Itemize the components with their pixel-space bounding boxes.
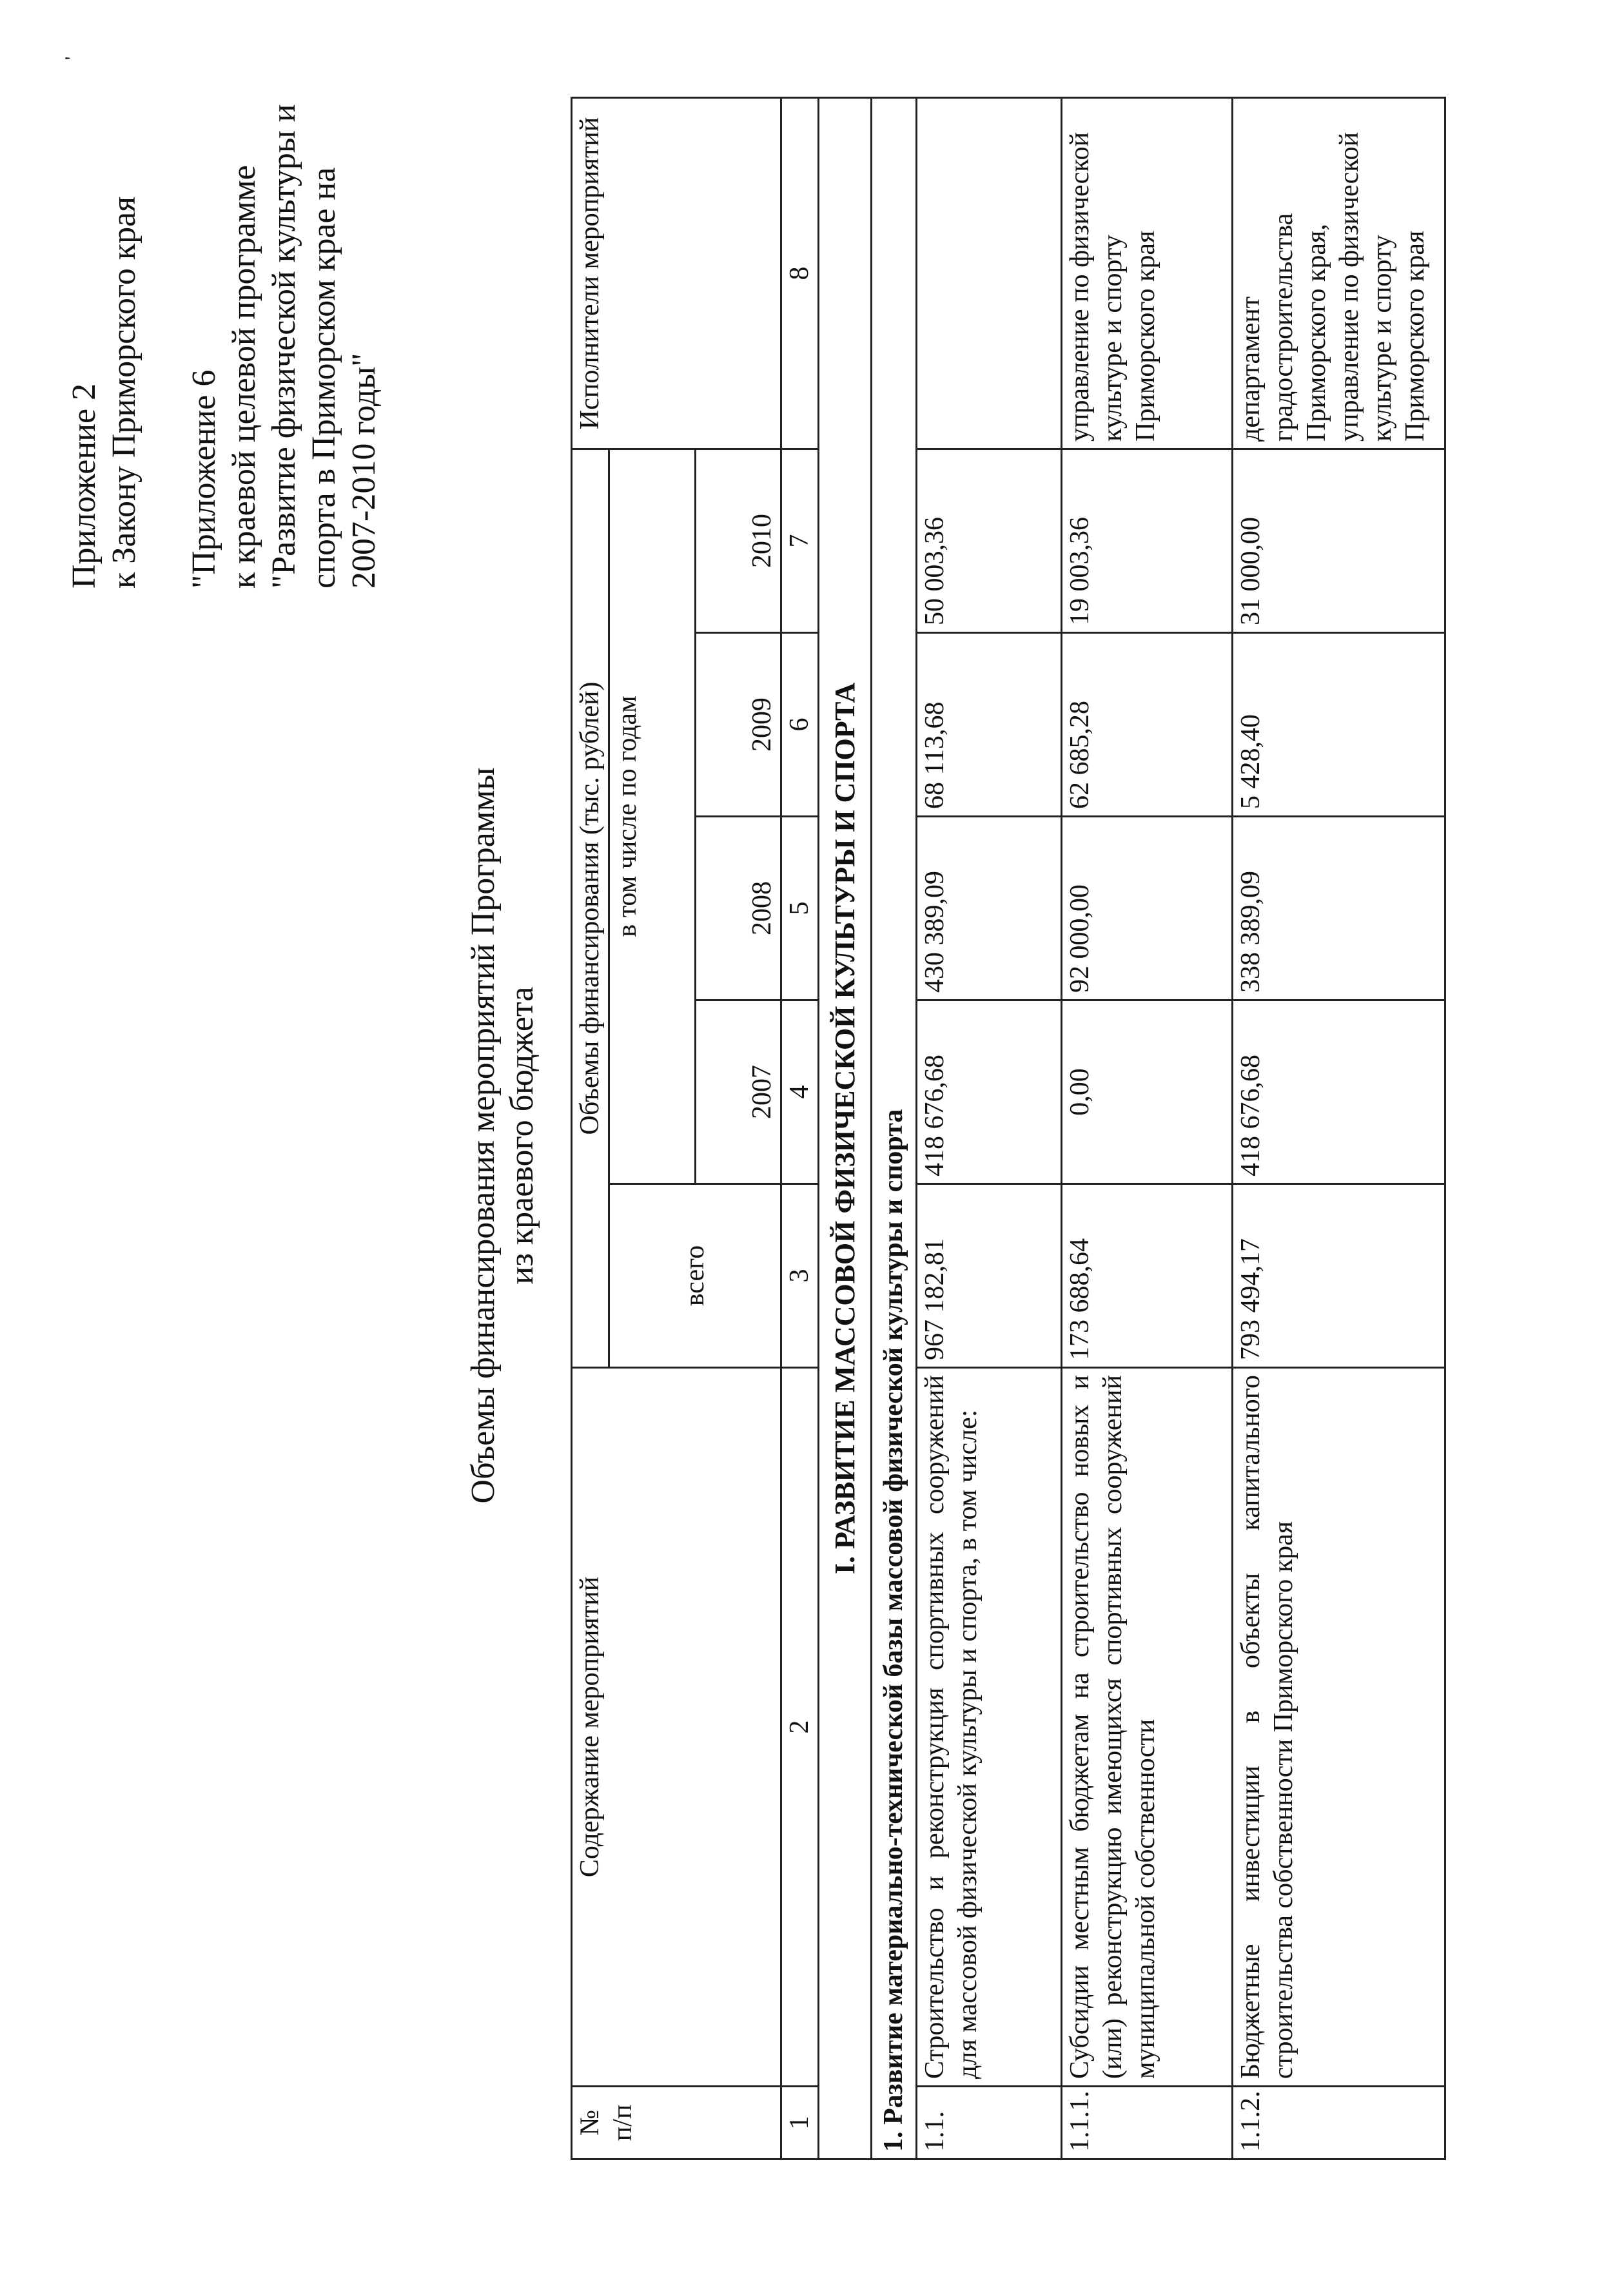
appendix-block [64, 60, 384, 589]
table-row [917, 97, 1062, 2159]
row-total: 173 688,64 [1062, 1184, 1233, 1368]
row-content: Бюджетные инвестиции в объекты капитального строительства собственности Приморского края [1233, 1368, 1445, 2087]
row-2010: 31 000,00 [1233, 449, 1445, 632]
row-total: 967 182,81 [917, 1184, 1062, 1368]
row-content: Строительство и реконструкция спортивных сооружений для массовой физической культуры и спорта, в том числе: [917, 1368, 1062, 2087]
row-2007: 418 676,68 [917, 1000, 1062, 1184]
appendix-law-line-1: Приложение 2 [66, 383, 103, 589]
row-2010: 19 003,36 [1062, 449, 1233, 632]
table-row [1233, 97, 1445, 2159]
header-year-2010: 2010 [695, 449, 781, 632]
header-by-years: в том числе по годам [609, 449, 696, 1184]
header-num: № п/п [572, 2087, 781, 2159]
col-number-7: 7 [781, 449, 819, 632]
appendix-program-line-5: 2007-2010 годы" [346, 353, 382, 589]
row-2008: 338 389,09 [1233, 817, 1445, 1000]
row-executor: департамент градостроительства Приморского края, управление по физической культуре и спорту Приморского края [1233, 97, 1445, 449]
header-year-2009: 2009 [695, 633, 781, 817]
row-content: Субсидии местным бюджетам на строительство новых и (или) реконструкцию имеющихся спортивных сооружений муниципальной собственности [1062, 1368, 1233, 2087]
title-line-2: из краевого бюджета [504, 986, 540, 1285]
header-content: Содержание мероприятий [572, 1368, 781, 2087]
header-total: всего [609, 1184, 781, 1368]
col-number-2: 2 [781, 1368, 819, 2087]
section-title: I. РАЗВИТИЕ МАССОВОЙ ФИЗИЧЕСКОЙ КУЛЬТУРЫ И СПОРТА [819, 97, 872, 2159]
col-number-3: 3 [781, 1184, 819, 1368]
header-year-2007: 2007 [695, 1000, 781, 1184]
table-row [1062, 97, 1233, 2159]
row-executor [917, 97, 1062, 449]
row-2009: 68 113,68 [917, 633, 1062, 817]
row-total: 793 494,17 [1233, 1184, 1445, 1368]
row-num: 1.1.1. [1062, 2087, 1233, 2159]
appendix-program-line-3: "Развитие физической культуры и [266, 104, 302, 589]
row-num: 1.1.2. [1233, 2087, 1445, 2159]
column-number-row [781, 97, 819, 2159]
scan-mark: ' [61, 56, 83, 60]
title-line-1: Объемы финансирования мероприятий Программы [465, 767, 502, 1504]
col-number-6: 6 [781, 633, 819, 817]
section-row [819, 97, 872, 2159]
subsection-title: 1. Развитие материально-технической базы массовой физической культуры и спорта [872, 97, 917, 2159]
row-executor: управление по физической культуре и спорту Приморского края [1062, 97, 1233, 449]
col-number-8: 8 [781, 97, 819, 449]
header-row-1 [572, 97, 609, 2159]
header-year-2008: 2008 [695, 817, 781, 1000]
appendix-program-line-2: к краевой целевой программе [226, 165, 262, 589]
col-number-4: 4 [781, 1000, 819, 1184]
header-volumes: Объемы финансирования (тыс. рублей) [572, 449, 609, 1367]
appendix-law-line-2: к Закону Приморского края [106, 196, 142, 589]
header-executors: Исполнители мероприятий [572, 97, 781, 449]
row-2008: 92 000,00 [1062, 817, 1233, 1000]
subsection-row [872, 97, 917, 2159]
row-2007: 0,00 [1062, 1000, 1233, 1184]
financing-table [571, 97, 1446, 2160]
document-title [464, 0, 542, 2271]
row-num: 1.1. [917, 2087, 1062, 2159]
row-2007: 418 676,68 [1233, 1000, 1445, 1184]
row-2009: 5 428,40 [1233, 633, 1445, 817]
appendix-program-line-4: спорта в Приморском крае на [306, 167, 342, 589]
col-number-1: 1 [781, 2087, 819, 2159]
appendix-program-line-1: "Приложение 6 [186, 369, 222, 589]
row-2009: 62 685,28 [1062, 633, 1233, 817]
col-number-5: 5 [781, 817, 819, 1000]
row-2010: 50 003,36 [917, 449, 1062, 632]
row-2008: 430 389,09 [917, 817, 1062, 1000]
